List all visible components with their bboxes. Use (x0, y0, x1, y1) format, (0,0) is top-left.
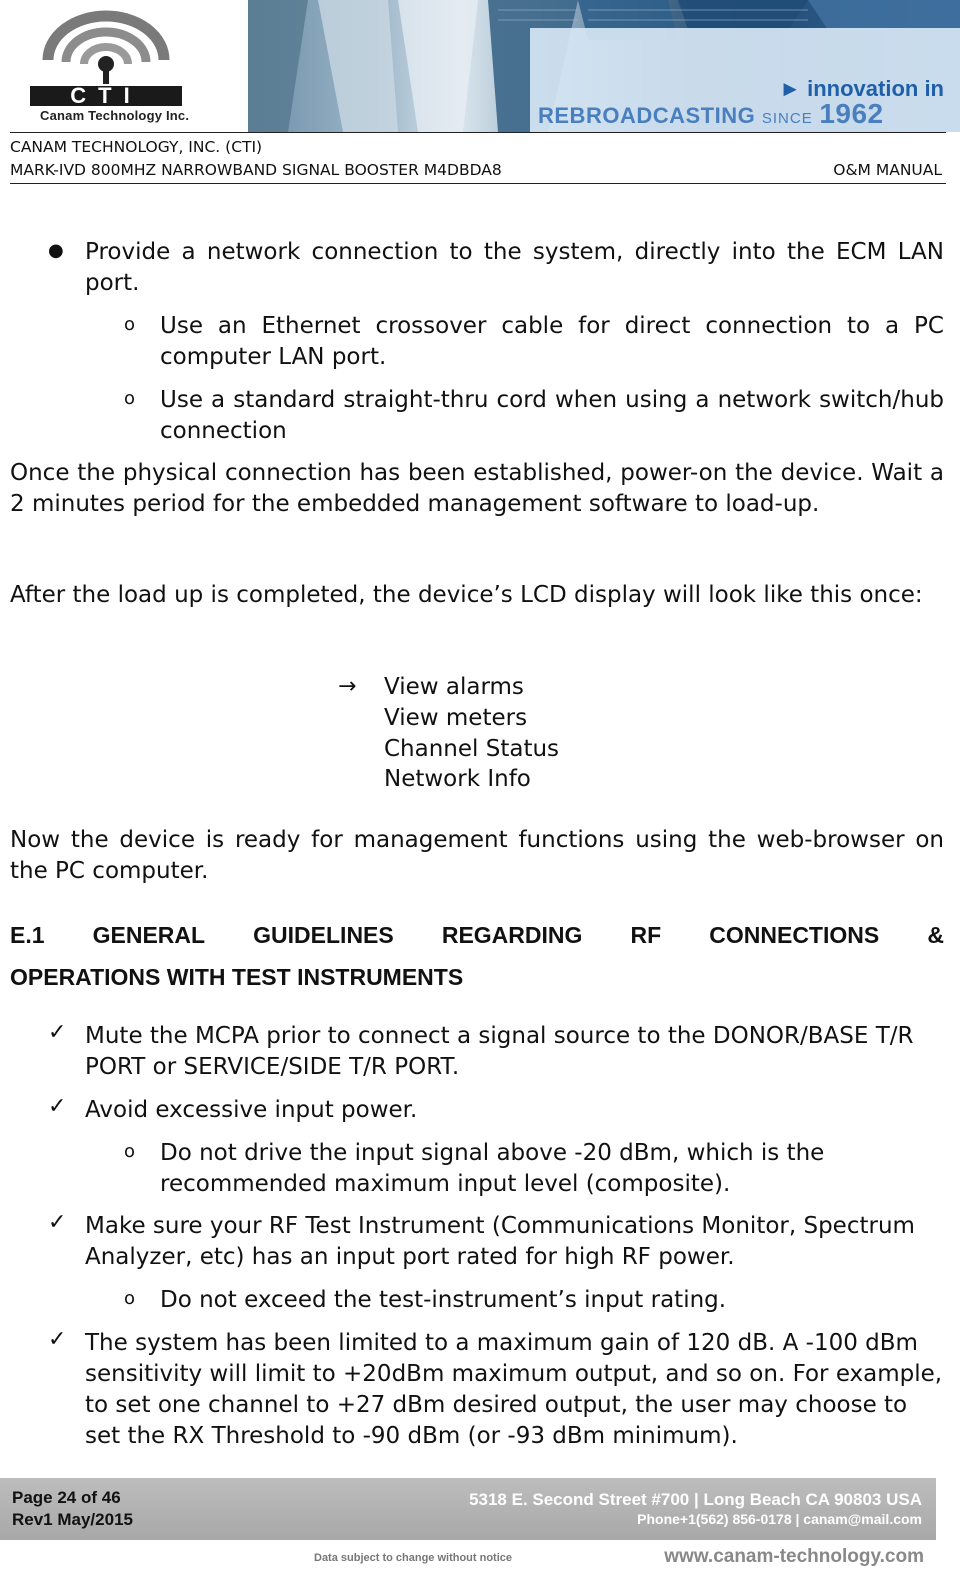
footer-address: 5318 E. Second Street #700 | Long Beach CA 90803 USA (469, 1490, 922, 1509)
sub-input-limit: Do not drive the input signal above -20 dBm, which is the recommended maximum input level (composite). (160, 1140, 825, 1197)
bullet-network-connection: Provide a network connection to the system, directly into the ECM LAN port. (85, 239, 944, 296)
company-name: CANAM TECHNOLOGY, INC. (CTI) (10, 138, 263, 156)
cti-logo-icon (28, 8, 184, 108)
section-heading: E.1 GENERAL GUIDELINES REGARDING RF CONNECTIONS & (10, 922, 944, 948)
lcd-menu-item: Channel Status (384, 736, 560, 762)
paragraph-lcd-display: After the load up is completed, the device’s LCD display will look like this once: (10, 582, 923, 608)
check-input-power: Avoid excessive input power. (85, 1097, 418, 1123)
check-max-gain: The system has been limited to a maximum gain of 120 dB. A -100 dBm sensitivity will limit to +20dBm maximum output, and so on. For example, to set one channel to +27 dBm desired output, the user may choose to set the RX Threshold to -90 dBm (or -93 dBm minimum). (85, 1330, 943, 1449)
checkmark-icon: ✓ (48, 1020, 67, 1045)
product-name: MARK-IVD 800MHZ NARROWBAND SIGNAL BOOSTER M4DBDA8 (10, 161, 502, 179)
footer-contact: Phone+1(562) 856-0178 | canam@mail.com (637, 1511, 922, 1527)
checkmark-icon: ✓ (48, 1327, 67, 1352)
header-divider (10, 183, 946, 184)
sub-bullet-icon: o (124, 388, 136, 409)
check-test-instrument: Make sure your RF Test Instrument (Communications Monitor, Spectrum Analyzer, etc) has an input port rated for high RF power. (85, 1213, 915, 1270)
logo-caption: Canam Technology Inc. (40, 108, 190, 123)
tagline-rebroadcasting: REBROADCASTING SINCE 1962 (538, 98, 884, 129)
sub-bullet-icon: o (124, 1288, 136, 1309)
section-heading-continued: OPERATIONS WITH TEST INSTRUMENTS (10, 964, 464, 990)
svg-text:CTI: CTI (70, 83, 142, 108)
arrow-right-icon: → (338, 674, 357, 699)
manual-label: O&M MANUAL (833, 161, 942, 179)
sub-input-rating: Do not exceed the test-instrument’s input rating. (160, 1287, 727, 1313)
page-number: Page 24 of 46 (12, 1488, 121, 1507)
banner-photo (248, 0, 960, 132)
footer-website: www.canam-technology.com (664, 1546, 924, 1567)
header-divider (10, 132, 946, 133)
sub-bullet-icon: o (124, 314, 136, 335)
paragraph-ready: Now the device is ready for management functions using the web-browser on the PC computer. (10, 827, 944, 884)
footer-disclaimer: Data subject to change without notice (314, 1552, 513, 1564)
check-mute-mcpa: Mute the MCPA prior to connect a signal source to the DONOR/BASE T/R PORT or SERVICE/SIDE T/R PORT. (85, 1023, 914, 1080)
checkmark-icon: ✓ (48, 1094, 67, 1119)
header-banner (0, 0, 960, 132)
tagline-innovation: ► innovation in (779, 76, 944, 101)
logo (0, 0, 248, 132)
paragraph-power-on: Once the physical connection has been established, power-on the device. Wait a 2 minutes period for the embedded management software to load-up. (10, 460, 944, 517)
lcd-menu-item: View alarms (384, 674, 524, 700)
sub-straight-thru: Use a standard straight-thru cord when using a network switch/hub connection (160, 387, 944, 444)
sub-bullet-icon: o (124, 1141, 136, 1162)
sub-crossover-cable: Use an Ethernet crossover cable for direct connection to a PC computer LAN port. (160, 313, 944, 370)
checkmark-icon: ✓ (48, 1210, 67, 1235)
revision: Rev1 May/2015 (12, 1510, 133, 1529)
lcd-menu-item: Network Info (384, 766, 531, 792)
lcd-menu-item: View meters (384, 705, 528, 731)
bullet-icon: ● (48, 240, 64, 261)
